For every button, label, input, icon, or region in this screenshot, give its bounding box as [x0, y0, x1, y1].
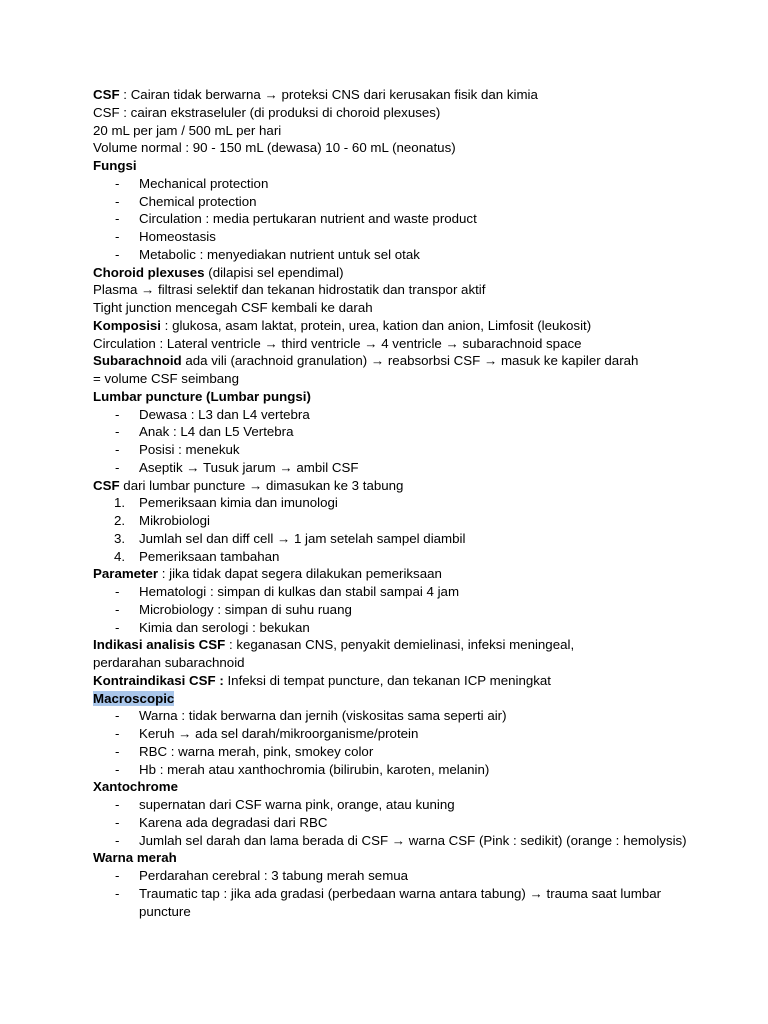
csf-definition: CSF : Cairan tidak berwarna → proteksi CNS dari kerusakan fisik dan kimia	[93, 87, 538, 102]
list-item: - Warna : tidak berwarna dan jernih (viskositas sama seperti air)	[115, 708, 507, 724]
list-item: - Hb : merah atau xanthochromia (bilirubin, karoten, melanin)	[115, 761, 490, 777]
lumbar-heading: Lumbar puncture (Lumbar pungsi)	[93, 388, 311, 404]
list-item: - Perdarahan cerebral : 3 tabung merah semua	[115, 868, 409, 883]
list-item: 3. Jumlah sel dan diff cell → 1 jam setelah sampel diambil	[114, 530, 466, 546]
csf-tabung-line: CSF dari lumbar puncture → dimasukan ke 3 tabung	[93, 477, 404, 493]
list-item: - Homeostasis	[115, 229, 216, 244]
list-item: - Chemical protection	[115, 193, 257, 209]
indikasi-line-2: perdarahan subarachnoid	[93, 655, 245, 670]
xantochrome-list	[93, 796, 713, 849]
highlighted-text: Macroscopic	[93, 690, 175, 706]
list-item: - Dewasa : L3 dan L4 vertebra	[115, 406, 310, 422]
list-item: - Mechanical protection	[115, 175, 269, 191]
kontraindikasi-line: Kontraindikasi CSF : Infeksi di tempat puncture, dan tekanan ICP meningkat	[93, 672, 551, 688]
list-item: - Keruh → ada sel darah/mikroorganisme/protein	[115, 726, 419, 741]
list-item: - Traumatic tap : jika ada gradasi (perbedaan warna antara tabung) → trauma saat lumbar puncture	[115, 885, 662, 919]
xantochrome-heading: Xantochrome	[93, 779, 178, 795]
warna-merah-list	[93, 867, 713, 920]
csf-extracellular: CSF : cairan ekstraseluler (di produksi di choroid plexuses)	[93, 104, 441, 120]
list-item: - Kimia dan serologi : bekukan	[115, 619, 310, 635]
subarachnoid-line: Subarachnoid ada vili (arachnoid granulation) → reabsorbsi CSF → masuk ke kapiler darah	[93, 353, 639, 369]
indikasi-line: Indikasi analisis CSF : keganasan CNS, penyakit demielinasi, infeksi meningeal,	[93, 637, 575, 653]
subarachnoid-line-2: = volume CSF seimbang	[93, 371, 239, 386]
list-item: 4. Pemeriksaan tambahan	[114, 548, 280, 564]
macroscopic-heading	[93, 690, 713, 708]
list-item: - Metabolic : menyediakan nutrient untuk sel otak	[115, 246, 420, 262]
list-item: 1. Pemeriksaan kimia dan imunologi	[114, 495, 338, 511]
list-item: - Microbiology : simpan di suhu ruang	[115, 601, 352, 617]
document-page	[93, 86, 713, 920]
komposisi-line: Komposisi : glukosa, asam laktat, protein, urea, kation dan anion, Limfosit (leukosit)	[93, 317, 592, 333]
list-item: - Aseptik → Tusuk jarum → ambil CSF	[115, 459, 359, 475]
parameter-list	[93, 583, 713, 636]
warna-merah-heading: Warna merah	[93, 850, 177, 866]
list-item: - Anak : L4 dan L5 Vertebra	[115, 424, 294, 440]
fungsi-heading: Fungsi	[93, 158, 137, 173]
list-item: 2. Mikrobiologi	[114, 513, 210, 528]
tabung-list	[93, 494, 713, 565]
fungsi-list	[93, 175, 713, 264]
plasma-line: Plasma → filtrasi selektif dan tekanan hidrostatik dan transpor aktif	[93, 282, 486, 298]
csf-production-rate: 20 mL per jam / 500 mL per hari	[93, 122, 282, 138]
lumbar-list	[93, 406, 713, 477]
list-item: - RBC : warna merah, pink, smokey color	[115, 743, 374, 759]
list-item: - Circulation : media pertukaran nutrient and waste product	[115, 211, 477, 227]
list-item: - Jumlah sel darah dan lama berada di CSF → warna CSF (Pink : sedikit) (orange : hemolysis)	[115, 832, 687, 848]
list-item: - supernatan dari CSF warna pink, orange, atau kuning	[115, 797, 455, 812]
list-item: - Hematologi : simpan di kulkas dan stabil sampai 4 jam	[115, 584, 460, 599]
macroscopic-list	[93, 707, 713, 778]
list-item: - Karena ada degradasi dari RBC	[115, 814, 328, 830]
list-item: - Posisi : menekuk	[115, 442, 240, 457]
parameter-line: Parameter : jika tidak dapat segera dilakukan pemeriksaan	[93, 566, 442, 582]
csf-normal-volume: Volume normal : 90 - 150 mL (dewasa) 10 - 60 mL (neonatus)	[93, 140, 456, 156]
tight-junction-line: Tight junction mencegah CSF kembali ke darah	[93, 300, 373, 315]
choroid-plexuses: Choroid plexuses (dilapisi sel ependimal)	[93, 264, 344, 280]
circulation-line: Circulation : Lateral ventricle → third ventricle → 4 ventricle → subarachnoid space	[93, 335, 582, 351]
